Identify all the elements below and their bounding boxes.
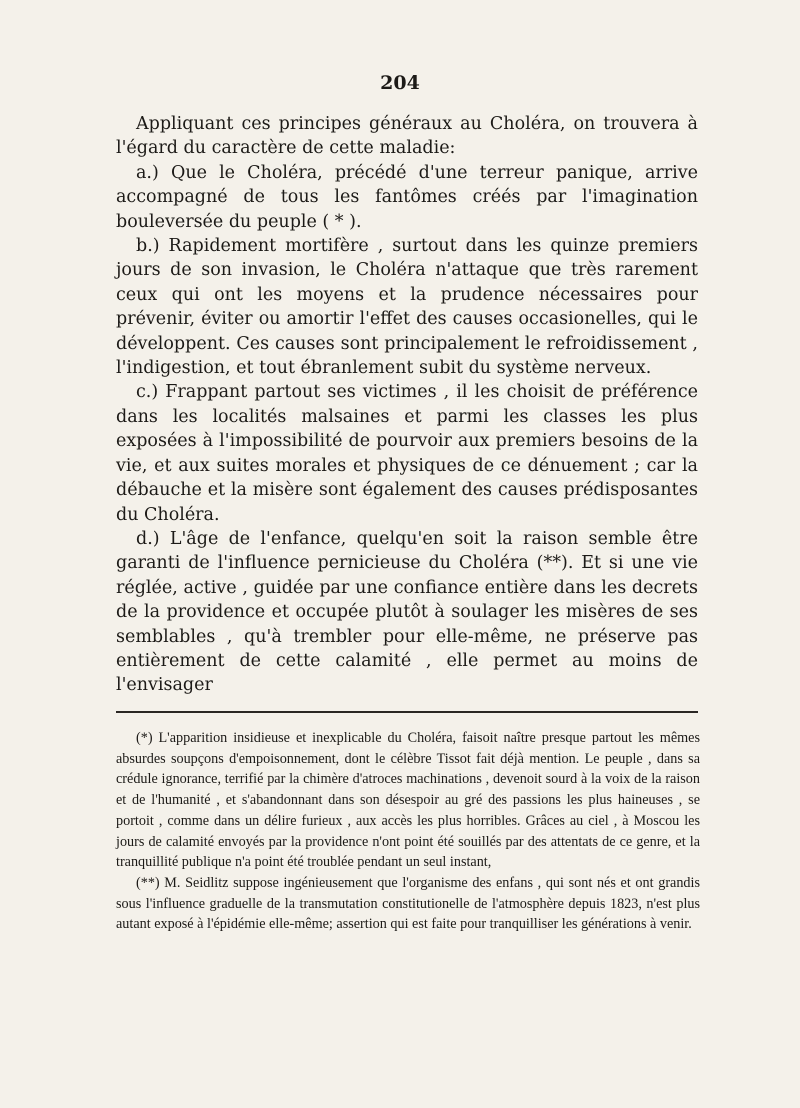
paragraph-b: b.) Rapidement mortifère , surtout dans les quinze premiers jours de son invasion, le Choléra n'attaque que très rarement ceux qui ont les moyens et la prudence nécessaires pour prévenir, éviter ou amortir l'effet des causes occasionelles, qui le développent. Ces causes sont principalement le refroidissement , l'indigestion, et tout ébranlement subit du système nerveux. [116, 236, 698, 379]
paragraph-a: a.) Que le Choléra, précédé d'une terreur panique, arrive accompagné de tous les fantômes créés par l'imagination bouleversée du peuple ( * ). [116, 162, 698, 232]
footnote-separator [116, 711, 698, 713]
footnotes [116, 728, 700, 935]
paragraph-d: d.) L'âge de l'enfance, quelqu'en soit la raison semble être garanti de l'influence pernicieuse du Choléra (**). Et si une vie réglée, active , guidée par une confiance entière dans les decrets de la providence et occupée plutôt à soulager les misères de ses semblables , qu'à trembler pour elle-même, ne préserve pas entièrement de cette calamité , elle permet au moins de l'envisager [116, 528, 698, 696]
paragraph-intro: Appliquant ces principes généraux au Choléra, on trouvera à l'égard du caractère de cette maladie: [116, 114, 698, 159]
footnote-1: (*) L'apparition insidieuse et inexplicable du Choléra, faisoit naître presque partout les mêmes absurdes soupçons d'empoisonnement, dont le célèbre Tissot fait déjà mention. Le peuple , dans sa crédule ignorance, terrifié par la chimère d'atroces machinations , devenoit sourd à la voix de la raison et de l'humanité , et s'abandonnant dans son désespoir au gré des passions les plus haineuses , se portoit , comme dans un délire furieux , aux accès les plus horribles. Grâces au ciel , à Moscou les jours de calamité envoyés par la providence n'ont point été souillés par des attentats de ce genre, et la tranquillité publique n'a point été troublée pendant un seul instant, [116, 730, 700, 871]
main-text [116, 112, 698, 698]
footnote-2: (**) M. Seidlitz suppose ingénieusement que l'organisme des enfans , qui sont nés et ont grandis sous l'influence graduelle de la transmutation constitutionelle de l'atmosphère depuis 1823, n'est plus autant exposé à l'épidémie elle-même; assertion qui est faite pour tranquilliser les générations à venir. [116, 874, 700, 933]
page-number: 204 [380, 72, 420, 94]
paragraph-c: c.) Frappant partout ses victimes , il les choisit de préférence dans les localités malsaines et parmi les classes les plus exposées à l'impossibilité de pourvoir aux premiers besoins de la vie, et aux suites morales et physiques de ce dénuement ; car la débauche et la misère sont également des causes prédisposantes du Choléra. [116, 382, 698, 525]
